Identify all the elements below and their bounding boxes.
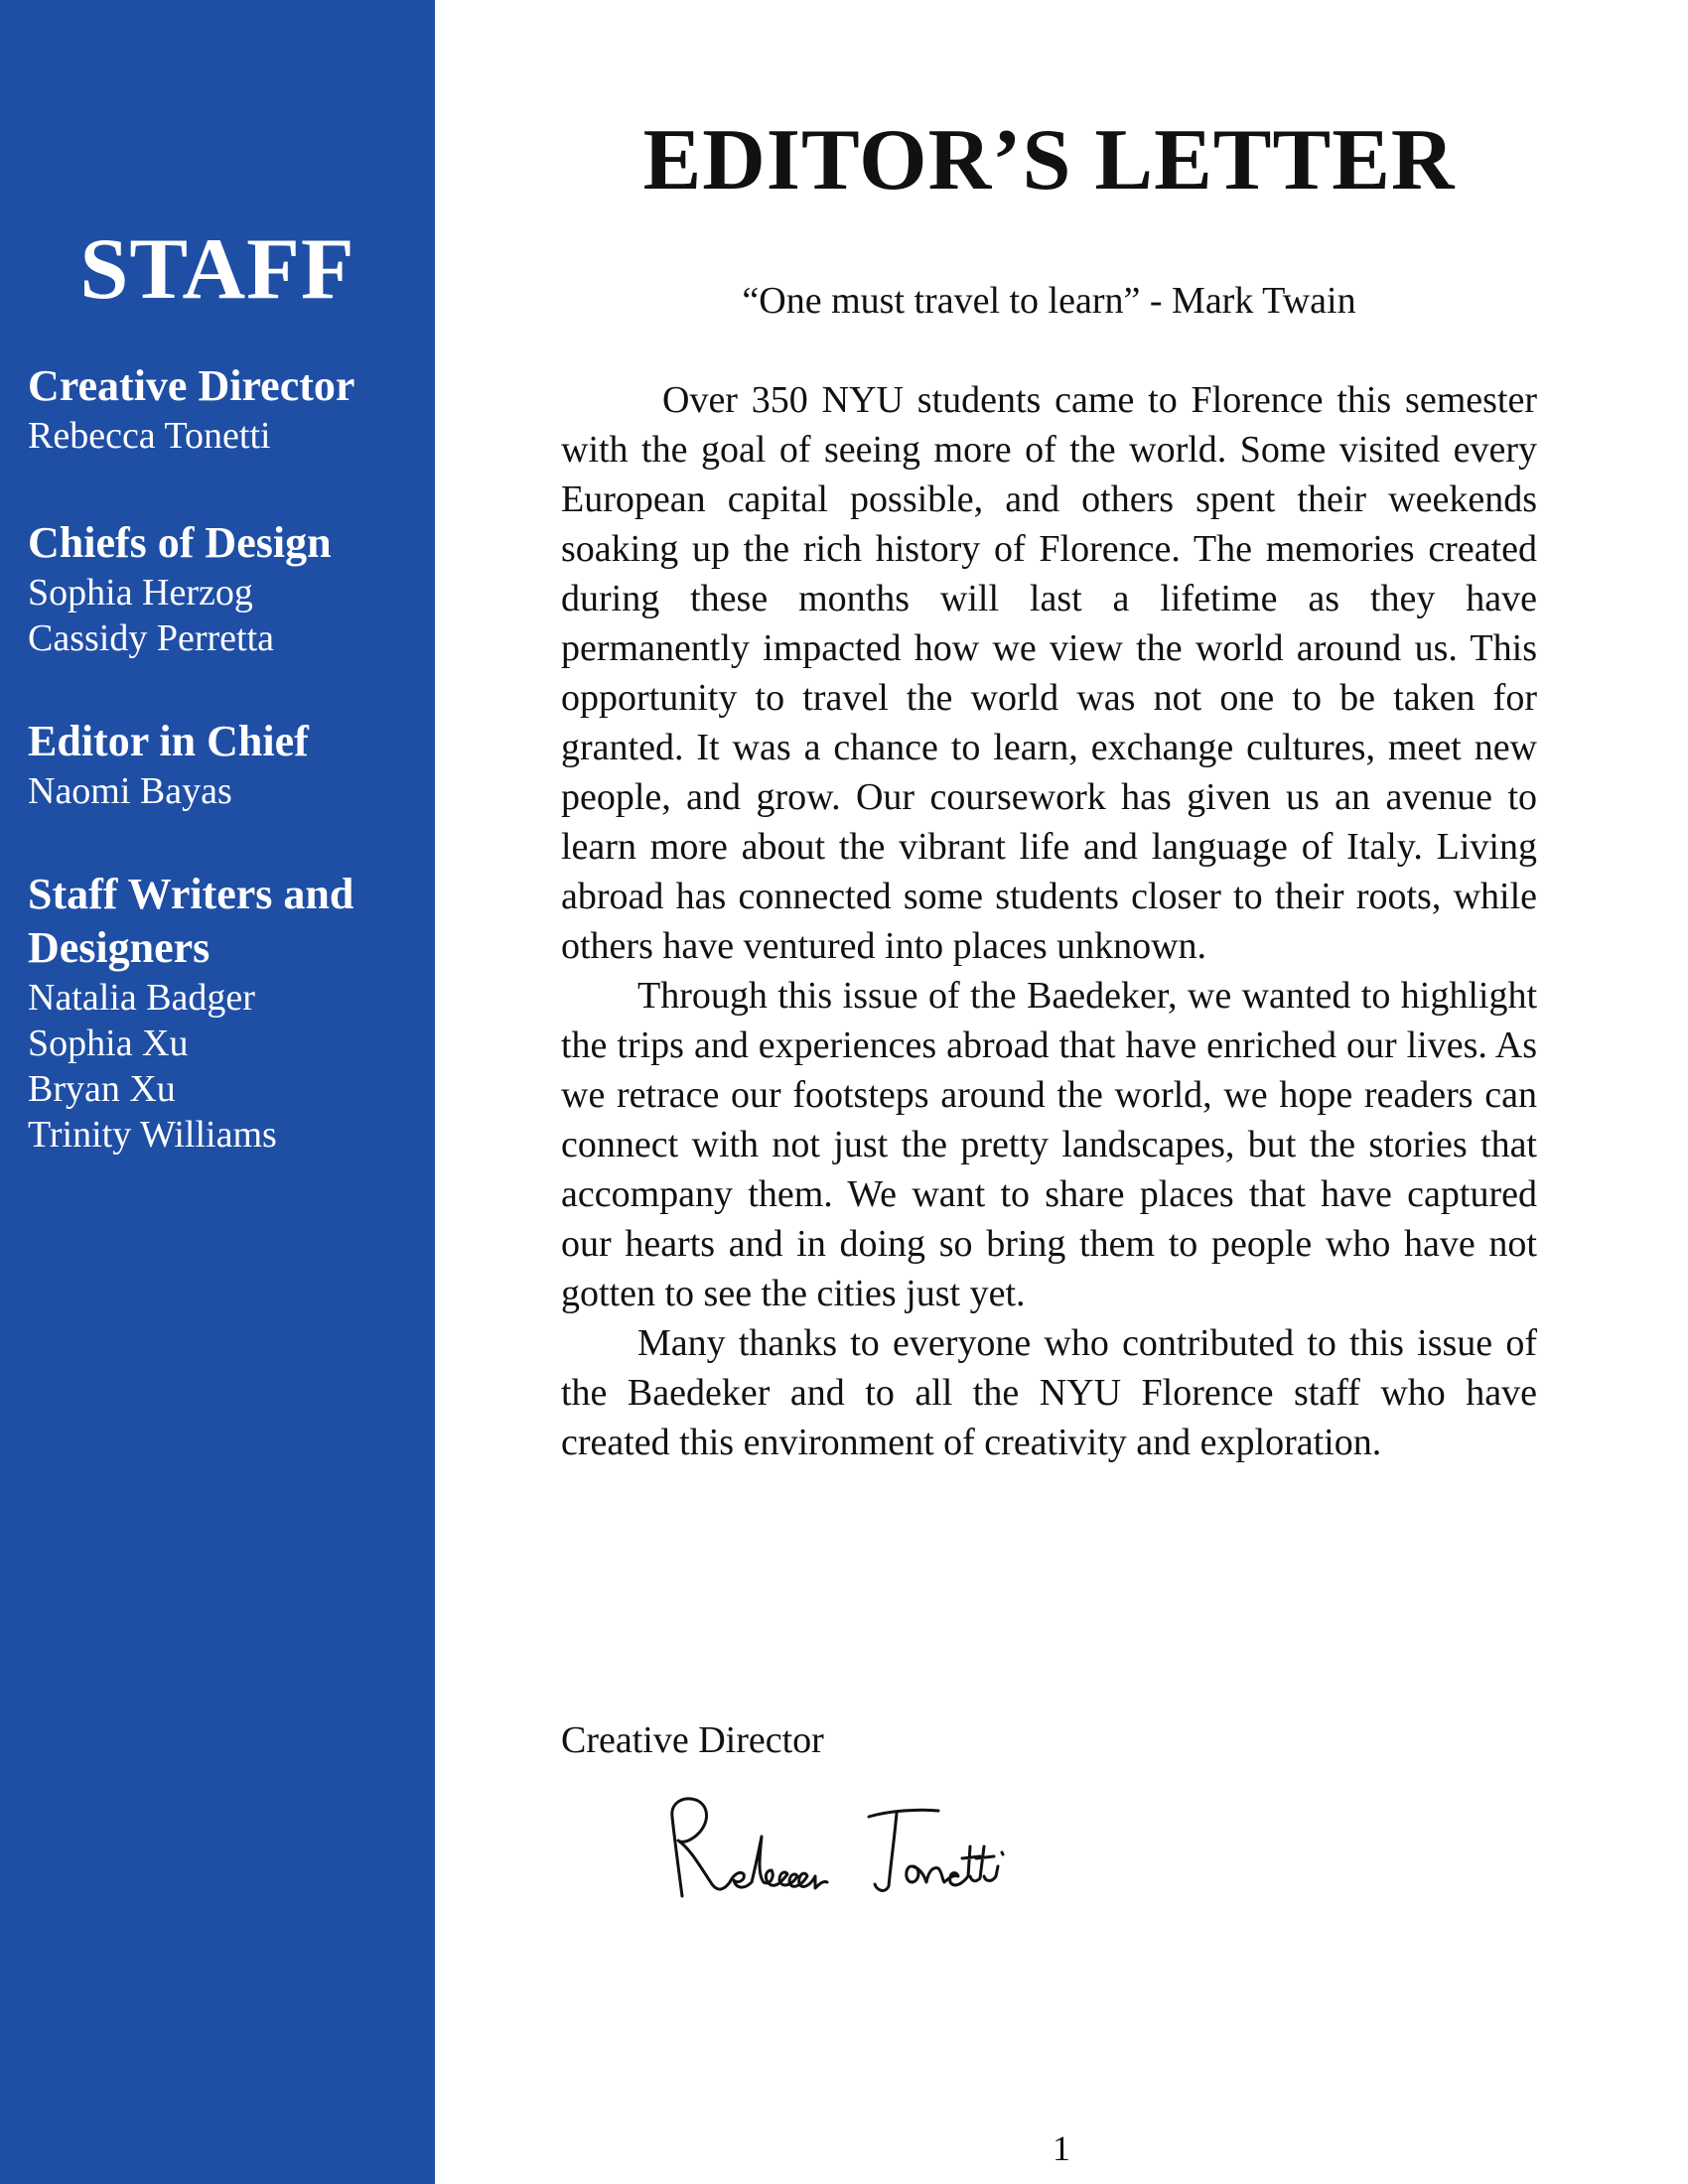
- staff-name: Rebecca Tonetti: [28, 415, 271, 457]
- page-number: 1: [1053, 2128, 1070, 2168]
- staff-section-creative-director: [28, 359, 425, 459]
- staff-role: Creative Director: [28, 361, 355, 410]
- staff-name: Trinity Williams: [28, 1114, 277, 1156]
- staff-name: Sophia Xu: [28, 1023, 189, 1064]
- letter-paragraph: Over 350 NYU students came to Florence this semester with the goal of seeing more of the world. Some visited every European capital possible, and others spent their weekends soaking up the rich history of Florence. The memories created during these months will last a lifetime as they have permanently impacted how we view the world around us. This opportunity to travel the world was not one to be taken for granted. It was a chance to learn, exchange cultures, meet new people, and grow. Our coursework has given us an avenue to learn more about the vibrant life and language of Italy. Living abroad has connected some students closer to their roots, while others have ventured into places unknown.: [561, 379, 1537, 967]
- staff-name: Cassidy Perretta: [28, 617, 275, 659]
- staff-sidebar: [0, 0, 435, 2184]
- staff-role: Designers: [28, 923, 211, 972]
- staff-role: Editor in Chief: [28, 717, 309, 765]
- staff-name: Naomi Bayas: [28, 770, 232, 812]
- staff-title: STAFF: [79, 221, 355, 318]
- epigraph-quote: “One must travel to learn” - Mark Twain: [742, 280, 1356, 322]
- staff-name: Sophia Herzog: [28, 572, 253, 614]
- page-title: EDITOR’S LETTER: [642, 112, 1456, 208]
- staff-role: Staff Writers and: [28, 870, 354, 918]
- staff-name: Bryan Xu: [28, 1068, 176, 1110]
- letter-paragraph: Many thanks to everyone who contributed to this issue of the Baedeker and to all the NYU Florence staff who have created this environment of creativity and exploration.: [561, 1322, 1537, 1463]
- staff-section-writers-designers: [28, 868, 425, 1158]
- letter-paragraph: Through this issue of the Baedeker, we wanted to highlight the trips and experiences abroad that have enriched our lives. As we retrace our footsteps around the world, we hope readers can connect with not just the pretty landscapes, but the stories that accompany them. We want to share places that have captured our hearts and in doing so bring them to people who have not gotten to see the cities just yet.: [561, 975, 1537, 1314]
- staff-section-chiefs-of-design: [28, 516, 425, 661]
- staff-name: Natalia Badger: [28, 977, 255, 1019]
- letter-body: [561, 375, 1537, 1467]
- staff-section-editor-in-chief: [28, 715, 425, 814]
- staff-role: Chiefs of Design: [28, 518, 332, 567]
- closing-title: Creative Director: [561, 1719, 824, 1761]
- signature: [660, 1787, 1038, 1916]
